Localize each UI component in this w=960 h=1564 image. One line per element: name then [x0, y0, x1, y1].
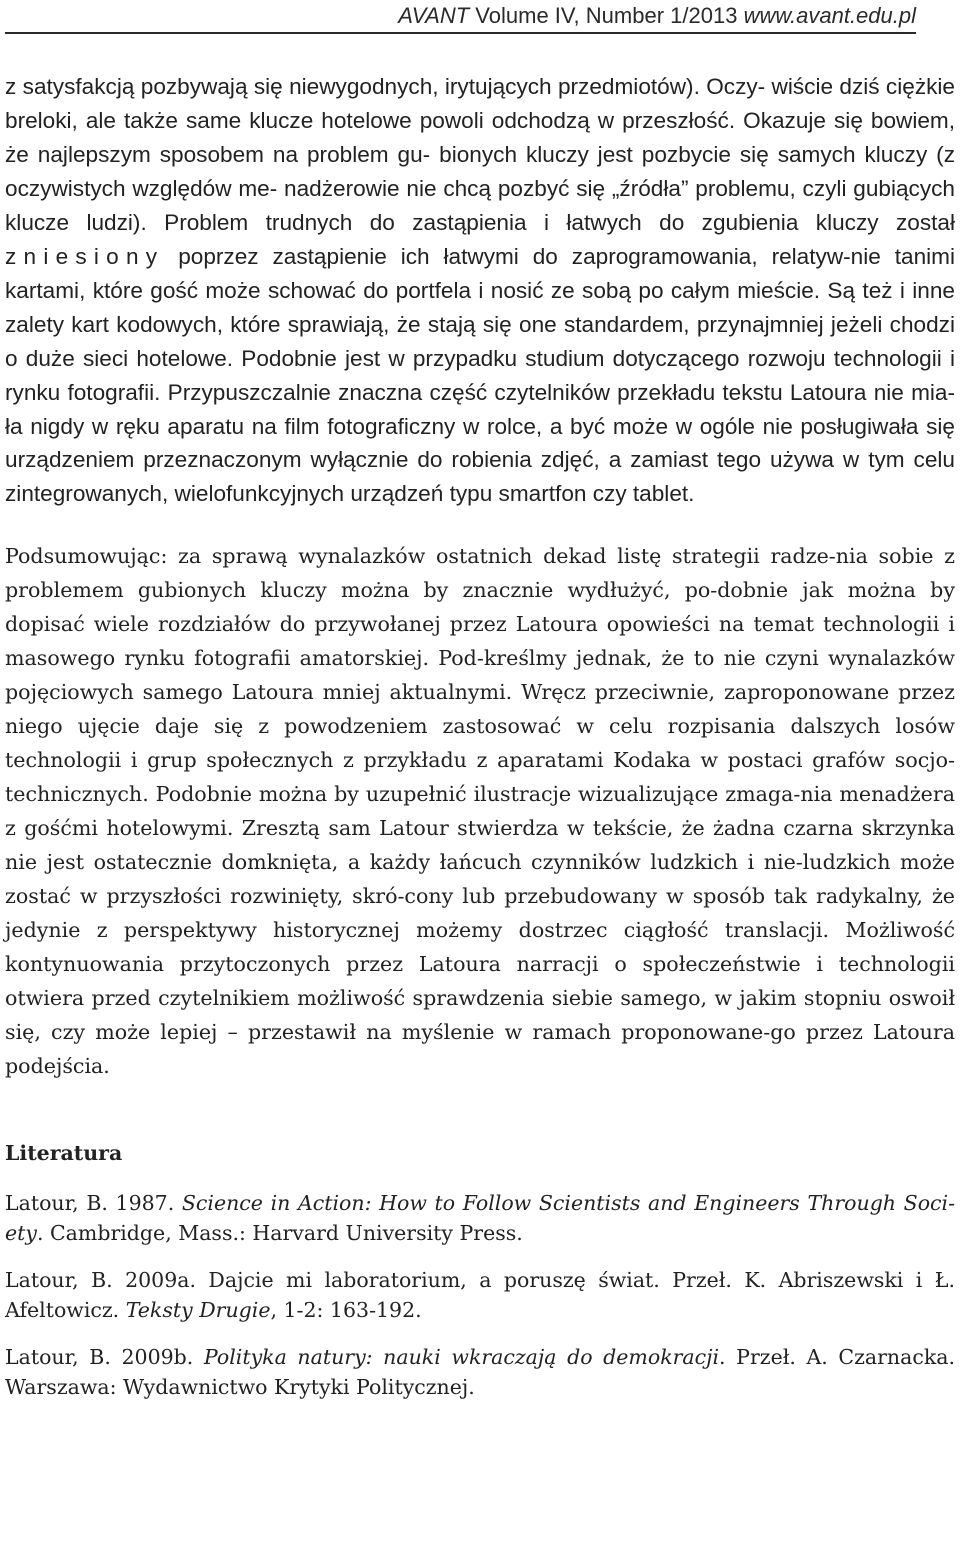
spaced-emphasis-word: zniesiony [5, 243, 165, 269]
paragraph-text-a: ludzi). Problem trudnych do zastąpienia i łatwych do zgubienia kluczy został [86, 209, 955, 235]
journal-url[interactable]: www.avant.edu.pl [743, 3, 916, 28]
journal-name: AVANT [398, 3, 470, 28]
volume-issue: Volume IV, Number 1/2013 [475, 3, 738, 28]
running-header [398, 1, 916, 31]
line-1: z satysfakcją pozbywają się niewygodnych, irytujących przedmiotów). Oczy- [5, 74, 766, 99]
reference-item [5, 1342, 955, 1403]
reference-publisher: . Przeł. A. Czarnacka. Warszawa: Wydawnictwo Krytyki Politycznej. [5, 1344, 955, 1400]
reference-publisher: . Cambridge, Mass.: Harvard University Press. [36, 1221, 523, 1246]
reference-item [5, 1188, 955, 1249]
article-body [5, 70, 955, 1403]
body-paragraph-continued [5, 70, 955, 511]
line-5: nadżerowie nie chcą pozbyć się „źródła” problemu, czyli gubiących klucze [5, 175, 955, 235]
line-2: wiście dziś ciężkie breloki, ale także same klucze hotelowe powoli odchodzą [5, 74, 955, 133]
paragraph-text-b: poprzez zastąpienie ich łatwymi do zaprogramowania, relatyw-nie tanimi kartami, które gość może schować do portfela i nosić ze sobą po całym mieście. Są też i inne zalety kart kodowych, które sprawiają, że stają się one standardem, przynajmniej jeżeli chodzi o duże sieci hotelowe. Podobnie jest w przypadku studium dotyczącego rozwoju technologii i rynku fotografii. Przypuszczalnie znaczna część czytelników przekładu tekstu Latoura nie mia-ła nigdy w ręku aparatu na film fotograficzny w rolce, a być może w ogóle nie posługiwała się urządzeniem przeznaczonym wyłącznie do robienia zdjęć, a zamiast tego używa w tym celu zintegrowanych, wielofunkcyjnych urządzeń typu smartfon czy tablet. [5, 243, 955, 507]
literature-heading: Literatura [5, 1140, 123, 1165]
reference-journal: Teksty Drugie [125, 1298, 271, 1323]
reference-title: Polityka natury: nauki wkraczają do demokracji [203, 1344, 720, 1369]
reference-item [5, 1265, 955, 1326]
reference-pages: , 1-2: 163-192. [270, 1298, 422, 1323]
reference-title: Science in Action: How to Follow Scientists and Engineers Through Soci-ety [5, 1190, 956, 1246]
reference-author-year: Latour, B. 1987. [5, 1190, 182, 1215]
summary-paragraph: Podsumowując: za sprawą wynalazków ostatnich dekad listę strategii radze-nia sobie z problemem gubionych kluczy można by znacznie wydłużyć, po-dobnie jak można by dopisać wiele rozdziałów do przywołanej przez Latoura opowieści na temat technologii i masowego rynku fotografii amatorskiej. Pod-kreślmy jednak, że to nie czyni wynalazków pojęciowych samego Latoura mniej aktualnymi. Wręcz przeciwnie, zaproponowane przez niego ujęcie daje się z powodzeniem zastosować w celu rozpisania dalszych losów technologii i grup społecznych z przykładu z aparatami Kodaka w postaci grafów socjo-technicznych. Podobnie można by uzupełnić ilustracje wizualizujące zmaga-nia menadżera z gośćmi hotelowymi. Zresztą sam Latour stwierdza w tekście, że żadna czarna skrzynka nie jest ostatecznie domknięta, a każdy łańcuch czynników ludzkich i nie-ludzkich może zostać w przyszłości rozwinięty, skró-cony lub przebudowany w sposób tak radykalny, że jedynie z perspektywy historycznej możemy dostrzec ciągłość translacji. Możliwość kontynuowania przytoczonych przez Latoura narracji o społeczeństwie i technologii otwiera przed czytelnikiem możliwość sprawdzenia siebie samego, w jakim stopniu oswoił się, czy może lepiej – przestawił na myślenie w ramach proponowane-go przez Latoura podejścia. [5, 544, 955, 1078]
line-4: bionych kluczy jest pozbycie się samych kluczy (z oczywistych względów me- [5, 141, 955, 201]
reference-author-year: Latour, B. 2009b. [5, 1344, 204, 1369]
header-rule [5, 32, 916, 34]
line-3: w przeszłość. Okazuje się bowiem, że najlepszym sposobem na problem gu- [5, 107, 956, 167]
reference-author-year: Latour, B. 2009a. Dajcie mi laboratorium, a poruszę świat. Przeł. K. Abriszewski i Ł. Afeltowicz. [5, 1267, 955, 1323]
